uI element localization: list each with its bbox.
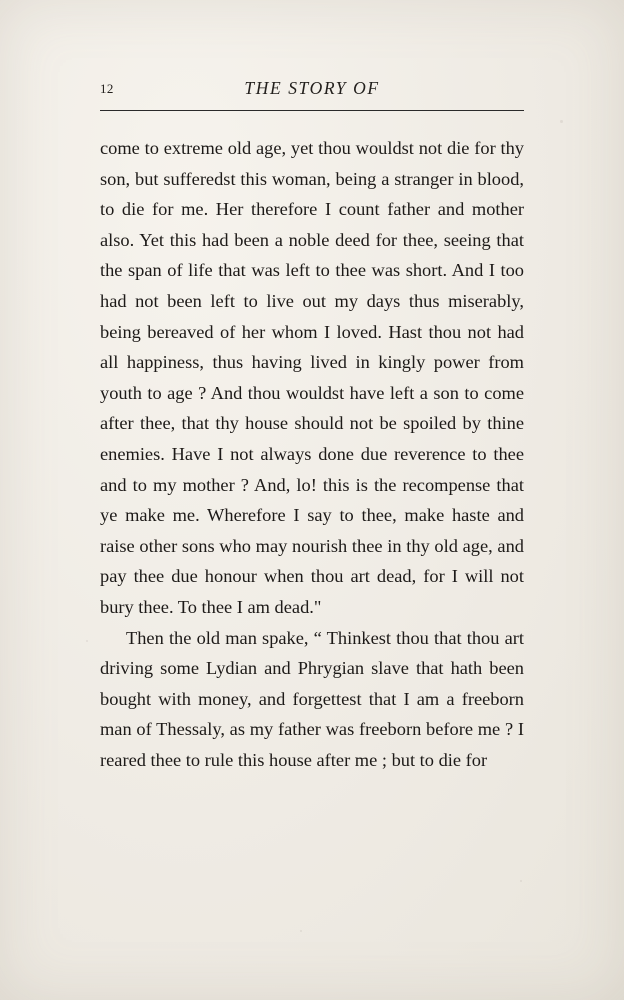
paper-speckle: [520, 880, 522, 882]
paper-speckle: [560, 120, 563, 123]
paragraph: Then the old man spake, “ Thinkest thou that thou art driving some Lydian and Phrygian slave that hath been bought with money, and forgettest that I am a freeborn man of Thessaly, as my father was freeborn before me ? I reared thee to rule this house after me ; but to die for: [100, 627, 524, 770]
paper-speckle: [300, 930, 302, 932]
page-content: [100, 76, 524, 775]
paragraph: come to extreme old age, yet thou wouldst not die for thy son, but sufferedst this woman, being a stranger in blood, to die for me. Her therefore I count father and mother also. Yet this had been a noble deed for thee, seeing that the span of life that was left to thee was short. And I too had not been left to live out my days thus miserably, being bereaved of her whom I loved. Hast thou not had all happiness, thus having lived in kingly power from youth to age ? And thou wouldst have left a son to come after thee, that thy house should not be spoiled by thine enemies. Have I not always done due reverence to thee and to my mother ? And, lo! this is the recompense that ye make me. Wherefore I say to thee, make haste and raise other sons who may nourish thee in thy old age, and pay thee due honour when thou art dead, for I will not bury thee. To thee I am dead.": [100, 138, 524, 617]
page-header: [100, 76, 524, 111]
page-number: 12: [100, 81, 114, 96]
body-text: [100, 133, 524, 775]
running-head: THE STORY OF: [244, 78, 380, 98]
paper-speckle: [86, 640, 88, 642]
